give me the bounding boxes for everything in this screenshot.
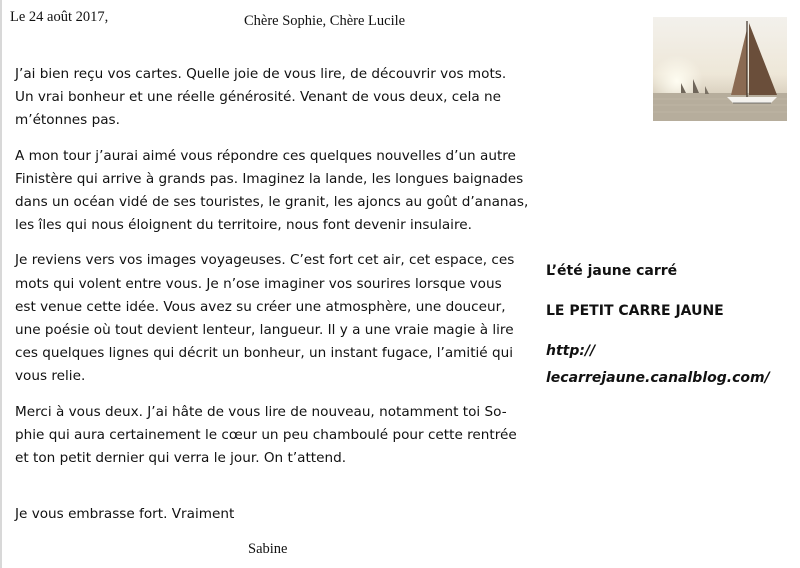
text-line: Un vrai bonheur et une réelle générosité. Venant de vous deux, cela ne xyxy=(15,89,502,106)
text-line: mots qui volent entre vous. Je n’ose imaginer vos sourires lorsque vous xyxy=(15,275,502,292)
sailboat-photo-icon xyxy=(653,17,787,121)
sailboat-photo xyxy=(653,17,787,121)
text-line: est venue cette idée. Vous avez su créer une atmosphère, une douceur, xyxy=(15,298,506,315)
paragraph-3 xyxy=(15,249,535,388)
text-line: une poésie où tout devient lenteur, langueur. Il y a une vraie magie à lire xyxy=(15,322,514,339)
text-line: ces quelques lignes qui décrit un bonheur, un instant fugace, l’amitié qui xyxy=(15,345,514,362)
sidebar-subtitle: LE PETIT CARRE JAUNE xyxy=(546,303,724,319)
text-line: Merci à vous deux. J’ai hâte de vous lire de nouveau, notamment toi So- xyxy=(15,403,507,420)
paragraph-2 xyxy=(15,145,535,238)
text-line: et ton petit dernier qui verra le jour. On t’attend. xyxy=(15,450,347,467)
text-line: vous relie. xyxy=(15,368,86,385)
letter-date: Le 24 août 2017, xyxy=(10,9,109,25)
letter-greeting: Chère Sophie, Chère Lucile xyxy=(244,13,406,29)
text-line: m’étonnes pas. xyxy=(15,112,120,129)
sidebar-url: lecarrejaune.canalblog.com/ xyxy=(546,370,770,386)
sidebar-title: L’été jaune carré xyxy=(546,263,678,279)
text-line: les îles qui nous éloignent du territoire, nous font devenir insulaire. xyxy=(15,217,472,234)
letter-signature: Sabine xyxy=(248,541,288,557)
paragraph-4 xyxy=(15,401,535,471)
text-line: phie qui aura certainement le cœur un peu chamboulé pour cette rentrée xyxy=(15,426,517,443)
letter-closing: Je vous embrasse fort. Vraiment xyxy=(15,506,235,522)
text-line: J’ai bien reçu vos cartes. Quelle joie de vous lire, de découvrir vos mots. xyxy=(15,66,507,82)
text-line: dans un océan vidé de ses touristes, le granit, les ajoncs au goût d’ananas, xyxy=(15,194,529,211)
text-line: Je reviens vers vos images voyageuses. C’est fort cet air, cet espace, ces xyxy=(15,252,515,269)
text-line: A mon tour j’aurai aimé vous répondre ces quelques nouvelles d’un autre xyxy=(15,147,516,164)
paragraph-1 xyxy=(15,63,535,133)
letter-body xyxy=(15,63,535,482)
sidebar-url-prefix: http:// xyxy=(546,343,596,359)
text-line: Finistère qui arrive à grands pas. Imaginez la lande, les longues baignades xyxy=(15,170,524,187)
page-left-edge xyxy=(0,0,2,568)
